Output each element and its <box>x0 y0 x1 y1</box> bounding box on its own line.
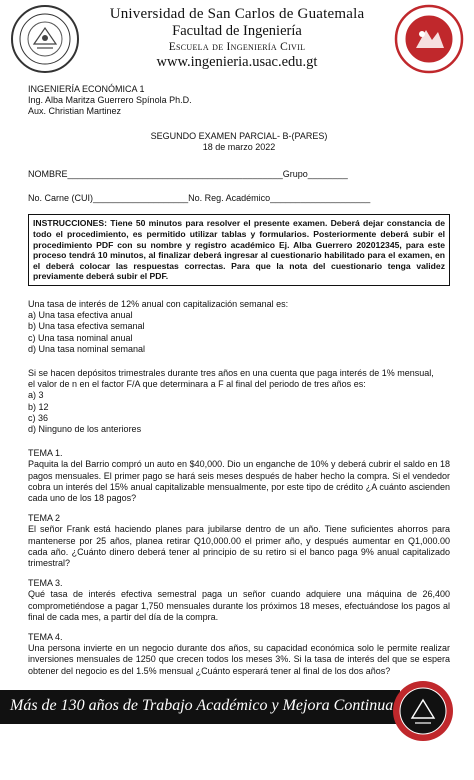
q1-option-a: a) Una tasa efectiva anual <box>28 310 133 321</box>
institution-heading <box>86 6 388 71</box>
teacher-name: Ing. Alba Maritza Guerrero Spínola Ph.D. <box>28 95 192 106</box>
tema3-text: Qué tasa de interés efectiva semestral paga un señor cuando adquiere una máquina de 26,400 comprometiéndose a pagar 1,750 mensuales durante los próximos 18 meses, efectuándose los pagos al final de cada mes, a partir del día de la compra. <box>28 589 450 622</box>
tema1-title: TEMA 1. <box>28 448 63 459</box>
exam-body <box>28 84 450 677</box>
accreditation-badge-icon <box>392 680 454 742</box>
tema2-title: TEMA 2 <box>28 513 61 524</box>
q2-option-b: b) 12 <box>28 401 49 412</box>
tema4-text: Una persona invierte en un negocio durante dos años, su capacidad económica solo le permite realizar inversiones mensuales de 1250 que crecen todos los meses 3%. Si la tasa de interés del que se espera obtener del negocio es del 1.5% mensual ¿Cuánto esperará tener al final de los dos años? <box>28 643 450 676</box>
website-url: www.ingenieria.usac.edu.gt <box>156 54 318 70</box>
q2-stem-line1: Si se hacen depósitos trimestrales durante tres años en una cuenta que paga interés de 1% mensual, <box>28 368 434 378</box>
q2-option-a: a) 3 <box>28 390 44 401</box>
exam-title: SEGUNDO EXAMEN PARCIAL- B-(PARES) <box>150 130 328 141</box>
q1-option-d: d) Una tasa nominal semanal <box>28 343 146 354</box>
university-name: Universidad de San Carlos de Guatemala <box>109 6 365 22</box>
q1-option-b: b) Una tasa efectiva semanal <box>28 321 145 332</box>
name-group-field: NOMBRE___________________________________________Grupo________ <box>28 169 348 180</box>
carne-registry-field: No. Carne (CUI)___________________No. Reg. Académico____________________ <box>28 193 371 204</box>
q2-option-d: d) Ninguno de los anteriores <box>28 424 142 435</box>
course-name: INGENIERÍA ECONÓMICA 1 <box>28 84 145 94</box>
q2-option-c: c) 36 <box>28 412 49 423</box>
q2-stem-line2: el valor de n en el factor F/A que determinara a F al final del periodo de tres años es: <box>28 379 366 390</box>
instructions-box: INSTRUCCIONES: Tiene 50 minutos para resolver el presente examen. Deberá dejar constancia de todo el procedimiento, es permitido utilizar tablas y formularios. Posteriormente deberá subir el procedimiento PDF con su nombre y registro académico Ej. Alba Guerrero 202012345, para este proceso tendrá 10 minutos, al finalizar deberá ingresar al cuestionario habilitado para el examen, en el deberá colocar las respuestas correctas. Para que la nota del cuestionario tenga validez previamente deberá subir el PDF. <box>28 214 450 286</box>
faculty-name: Facultad de Ingeniería <box>172 23 302 39</box>
tema1-text: Paquita la del Barrio compró un auto en $40,000. Dio un enganche de 10% y deberá cubrir el saldo en 18 pagos mensuales. El primer pago se hará seis meses después de haber hecho la compra. Si el vendedor cobra un interés del 15% anual capitalizable mensualmente, por este tipo de crédito ¿A cuánto ascienden cada uno de los 18 pagos? <box>28 459 450 504</box>
tema2-text: El señor Frank está haciendo planes para jubilarse dentro de un año. Tiene suficientes ahorros para mantenerse por 25 años, planea retirar Q10,000.00 el primer año, y después aumentar en Q1,000.00 cada año. ¿Cuánto dinero deberá tener al principio de su retiro si el banco paga 9% anual capitalizado trimestral? <box>28 524 450 569</box>
usac-seal-icon <box>10 4 80 74</box>
footer-banner <box>0 680 474 740</box>
q1-stem: Una tasa de interés de 12% anual con capitalización semanal es: <box>28 298 289 309</box>
engineering-seal-icon <box>394 4 464 74</box>
assistant-name: Aux. Christian Martinez <box>28 106 122 117</box>
document-header <box>0 0 474 80</box>
exam-date: 18 de marzo 2022 <box>202 141 276 152</box>
tema3-title: TEMA 3. <box>28 578 63 589</box>
tema4-title: TEMA 4. <box>28 632 63 643</box>
footer-motto: Más de 130 años de Trabajo Académico y Mejora Continua <box>10 697 394 714</box>
q1-option-c: c) Una tasa nominal anual <box>28 332 133 343</box>
school-name: Escuela de Ingeniería Civil <box>168 41 306 53</box>
